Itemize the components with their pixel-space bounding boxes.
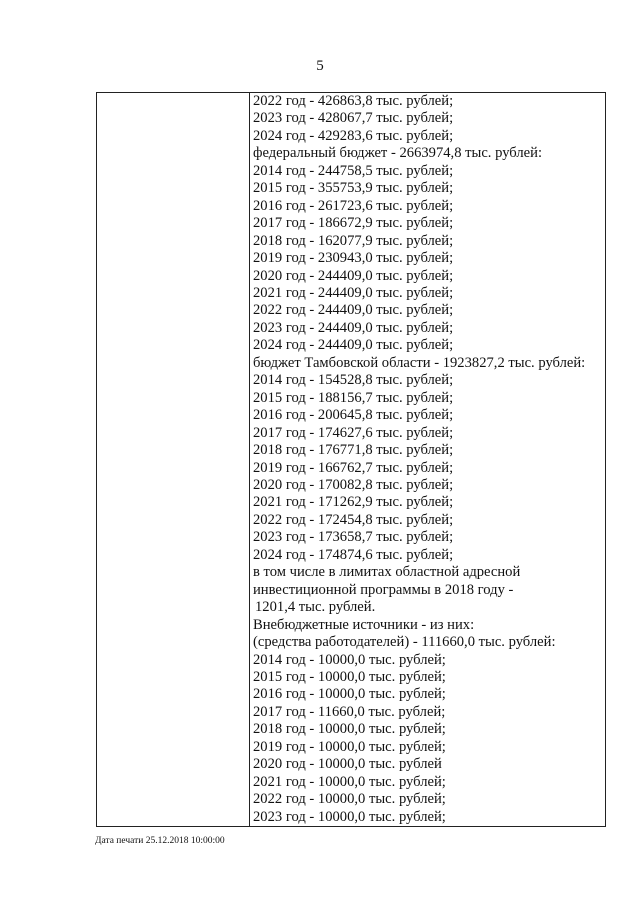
funding-table	[96, 92, 606, 827]
text-line: 2023 год - 173658,7 тыс. рублей;	[253, 529, 454, 546]
text-line: 2021 год - 244409,0 тыс. рублей;	[253, 284, 454, 301]
text-line: 2014 год - 154528,8 тыс. рублей;	[253, 372, 454, 389]
text-line: 2014 год - 10000,0 тыс. рублей;	[253, 651, 446, 668]
text-line: 2022 год - 426863,8 тыс. рублей;	[253, 93, 454, 109]
text-line: 2020 год - 10000,0 тыс. рублей	[253, 756, 442, 773]
text-line: 2018 год - 176771,8 тыс. рублей;	[253, 442, 454, 459]
text-line: 2015 год - 355753,9 тыс. рублей;	[253, 180, 454, 197]
text-line: федеральный бюджет - 2663974,8 тыс. рублей:	[253, 145, 542, 162]
text-line: бюджет Тамбовской области - 1923827,2 тыс. рублей:	[253, 354, 586, 371]
text-line: 2015 год - 10000,0 тыс. рублей;	[253, 668, 446, 685]
text-line: 2016 год - 261723,6 тыс. рублей;	[253, 197, 454, 214]
text-line: в том числе в лимитах областной адресной	[253, 564, 521, 581]
text-line: 2023 год - 244409,0 тыс. рублей;	[253, 319, 454, 336]
text-line: 2023 год - 10000,0 тыс. рублей;	[253, 808, 446, 825]
column-divider	[249, 93, 250, 826]
text-line: 2017 год - 174627,6 тыс. рублей;	[253, 424, 454, 441]
text-line: 2017 год - 11660,0 тыс. рублей;	[253, 703, 446, 720]
text-line: инвестиционной программы в 2018 году -	[253, 581, 514, 598]
text-line: 2022 год - 244409,0 тыс. рублей;	[253, 302, 454, 319]
page-number: 5	[316, 58, 324, 74]
text-line: 2015 год - 188156,7 тыс. рублей;	[253, 389, 454, 406]
text-line: 2021 год - 171262,9 тыс. рублей;	[253, 494, 454, 511]
text-line: (средства работодателей) - 111660,0 тыс. рублей:	[253, 634, 556, 651]
text-line: 2019 год - 230943,0 тыс. рублей;	[253, 250, 454, 267]
text-line: 2020 год - 170082,8 тыс. рублей;	[253, 476, 454, 493]
text-line: 2024 год - 174874,6 тыс. рублей;	[253, 546, 454, 563]
text-line: 2014 год - 244758,5 тыс. рублей;	[253, 162, 454, 179]
text-line: 2016 год - 200645,8 тыс. рублей;	[253, 407, 454, 424]
text-line: 2023 год - 428067,7 тыс. рублей;	[253, 110, 454, 127]
text-line: 2017 год - 186672,9 тыс. рублей;	[253, 215, 454, 232]
text-line: 2016 год - 10000,0 тыс. рублей;	[253, 686, 446, 703]
text-line: 2018 год - 162077,9 тыс. рублей;	[253, 232, 454, 249]
print-date: Дата печати 25.12.2018 10:00:00	[95, 836, 225, 846]
text-line: 2019 год - 166762,7 тыс. рублей;	[253, 459, 454, 476]
text-line: 2021 год - 10000,0 тыс. рублей;	[253, 773, 446, 790]
text-line: 2022 год - 172454,8 тыс. рублей;	[253, 511, 454, 528]
text-line: 2024 год - 244409,0 тыс. рублей;	[253, 337, 454, 354]
text-line: 2018 год - 10000,0 тыс. рублей;	[253, 721, 446, 738]
text-line: 2020 год - 244409,0 тыс. рублей;	[253, 267, 454, 284]
text-line: 1201,4 тыс. рублей.	[255, 599, 376, 616]
text-line: 2022 год - 10000,0 тыс. рублей;	[253, 791, 446, 808]
text-line: Внебюджетные источники - из них:	[253, 616, 475, 633]
text-line: 2019 год - 10000,0 тыс. рублей;	[253, 738, 446, 755]
funding-text-cell	[253, 93, 585, 826]
text-line: 2024 год - 429283,6 тыс. рублей;	[253, 127, 454, 144]
